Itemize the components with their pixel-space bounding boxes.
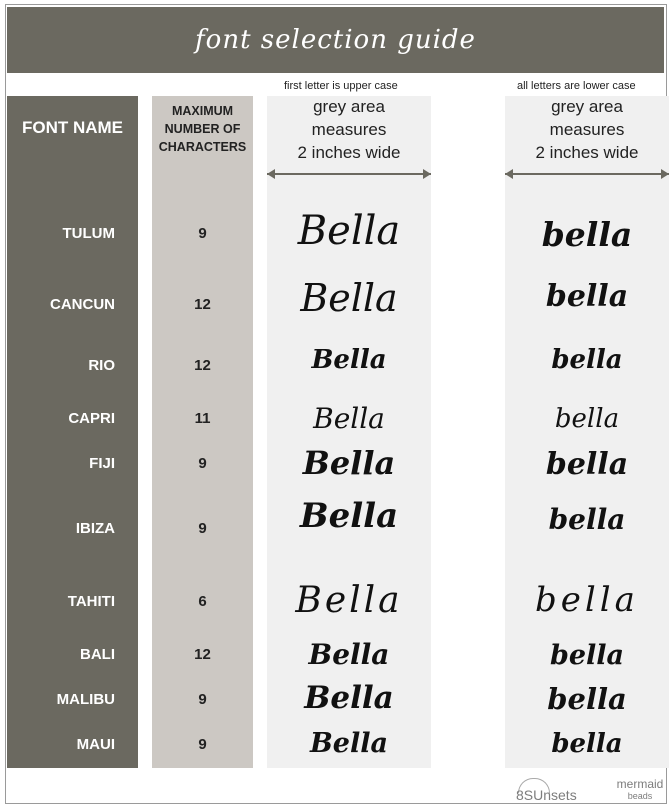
max-header-line-3: CHARACTERS — [158, 140, 247, 154]
max-characters-column — [152, 96, 253, 768]
sample-upper-tahiti: Bella — [295, 580, 403, 621]
sample-upper-ibiza: Bella — [299, 496, 399, 536]
row-max-cancun: 12 — [194, 296, 211, 313]
row-max-capri: 11 — [194, 410, 211, 427]
header-bar — [7, 7, 664, 73]
sample-lower-malibu: bella — [547, 682, 627, 716]
sample-lower-tahiti: bella — [535, 580, 639, 620]
upper-measure-text — [267, 95, 431, 164]
sample-upper-fiji: Bella — [302, 444, 396, 482]
row-max-bali: 12 — [194, 646, 211, 663]
beads-logo-text: beads — [627, 791, 653, 801]
sample-lower-tulum: bella — [541, 215, 633, 254]
row-name-maui: MAUI — [76, 736, 115, 753]
row-max-rio: 12 — [194, 357, 211, 374]
row-max-malibu: 9 — [198, 691, 207, 708]
page-title: font selection guide — [195, 25, 476, 55]
measure-line-2: measures — [549, 120, 625, 139]
row-name-bali: BALI — [80, 646, 115, 663]
sample-lower-ibiza: bella — [548, 503, 626, 536]
sample-upper-capri: Bella — [313, 402, 385, 435]
row-name-tulum: TULUM — [62, 225, 115, 242]
sample-lower-cancun: bella — [545, 279, 629, 314]
max-header-line-1: MAXIMUM — [171, 104, 234, 118]
max-header-line-2: NUMBER OF — [164, 122, 241, 136]
row-name-fiji: FIJI — [89, 455, 115, 472]
mermaid-logo-text: mermaid — [616, 777, 664, 791]
upper-width-arrow — [267, 169, 431, 179]
row-name-rio: RIO — [88, 357, 115, 374]
row-max-tulum: 9 — [198, 225, 207, 242]
measure-line-2: measures — [311, 120, 387, 139]
sample-lower-maui: bella — [551, 729, 623, 759]
row-name-tahiti: TAHITI — [67, 593, 115, 610]
row-name-ibiza: IBIZA — [75, 520, 115, 537]
sample-lower-bali: bella — [549, 640, 625, 671]
font-name-column — [7, 96, 138, 768]
row-max-tahiti: 6 — [198, 593, 207, 610]
sample-lower-fiji: bella — [545, 447, 629, 482]
row-max-fiji: 9 — [198, 455, 207, 472]
row-name-cancun: CANCUN — [50, 296, 115, 313]
sample-upper-cancun: Bella — [300, 276, 398, 320]
row-name-capri: CAPRI — [68, 410, 115, 427]
measure-line-1: grey area — [313, 97, 385, 116]
sample-lower-capri: bella — [554, 404, 620, 434]
sample-lower-rio: bella — [551, 345, 623, 375]
row-max-ibiza: 9 — [198, 520, 207, 537]
upper-case-note: first letter is upper case — [284, 80, 398, 92]
lower-measure-text — [505, 95, 669, 164]
sample-upper-bali: Bella — [308, 638, 390, 671]
sunsets-logo — [508, 778, 578, 804]
mermaid-beads-logo — [608, 778, 672, 802]
row-max-maui: 9 — [198, 736, 207, 753]
sample-upper-tulum: Bella — [297, 208, 401, 254]
sample-upper-rio: Bella — [311, 345, 387, 375]
measure-line-1: grey area — [551, 97, 623, 116]
measure-line-3: 2 inches wide — [297, 143, 401, 162]
sample-upper-malibu: Bella — [304, 680, 394, 716]
sunsets-logo-text: 8SUnsets — [516, 787, 577, 803]
max-characters-header — [152, 102, 253, 156]
row-name-malibu: MALIBU — [56, 691, 115, 708]
font-name-header: FONT NAME — [21, 118, 124, 137]
lower-case-note: all letters are lower case — [517, 80, 636, 92]
sample-upper-maui: Bella — [309, 728, 388, 759]
measure-line-3: 2 inches wide — [535, 143, 639, 162]
lower-width-arrow — [505, 169, 669, 179]
